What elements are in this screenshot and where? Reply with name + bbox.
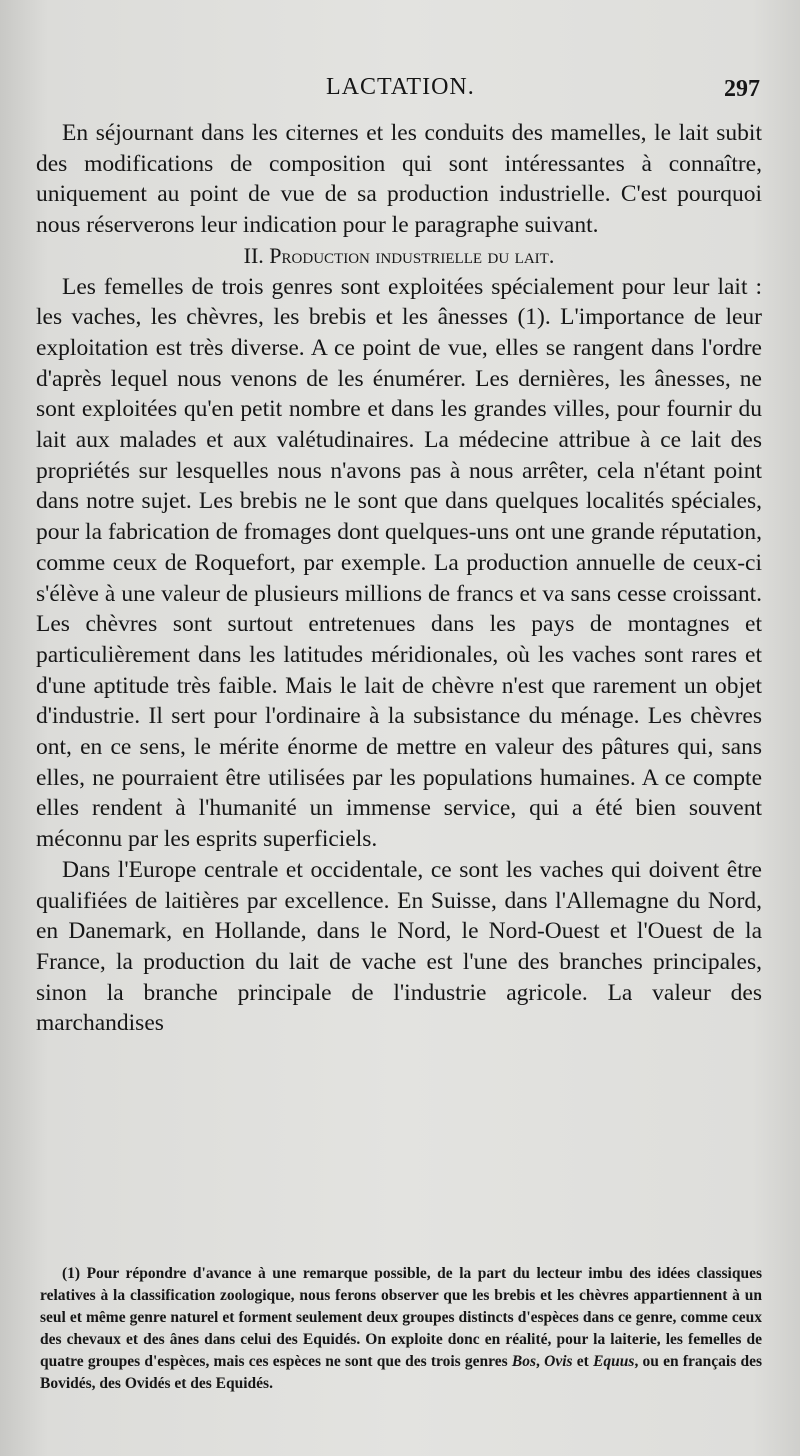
section-heading-text: II. Production industrielle du lait. [243, 242, 555, 268]
page-number: 297 [724, 76, 760, 102]
footnote-text-end: , ou en français des Bovidés, des Ovidés et des Equidés. [40, 1353, 762, 1392]
footnote-text: (1) Pour répondre d'avance à une remarque possible, de la part du lecteur imbu des idées classiques relatives à la classification zoologique, nous ferons observer que les brebis et les chèvres appartiennent à un seul et même genre naturel et forment seulement deux groupes distincts d'espèces dans ce genre, comme ceux des chevaux et des ânes dans celui des Equidés. On exploite donc en réalité, pour la laiterie, les femelles de quatre groupes d'espèces, mais ces espèces ne sont que des trois genres [40, 1265, 762, 1370]
footnote-genus-equus: Equus [593, 1353, 635, 1370]
paragraph-species: Les femelles de trois genres sont exploitées spécialement pour leur lait : les vaches, les chèvres, les brebis et les ânesses (1). L'importance de leur exploitation est très diverse. A ce point de vue, elles se rangent dans l'ordre d'après lequel nous venons de les énumérer. Les dernières, les ânesses, ne sont exploitées qu'en petit nombre et dans les grandes villes, pour fournir du lait aux malades et aux valétudinaires. La médecine attribue à ce lait des propriétés sur lesquelles nous n'avons pas à nous arrêter, cela n'étant point dans notre sujet. Les brebis ne le sont que dans quelques localités spéciales, pour la fabrication de fromages dont quelques-uns ont une grande réputation, comme ceux de Roquefort, par exemple. La production annuelle de ceux-ci s'élève à une valeur de plusieurs millions de francs et va sans cesse croissant. Les chèvres sont surtout entretenues dans les pays de montagnes et particulièrement dans les latitudes méridionales, où les vaches sont rares et d'une aptitude très faible. Mais le lait de chèvre n'est que rarement un objet d'industrie. Il sert pour l'ordinaire à la subsistance du ménage. Les chèvres ont, en ce sens, le mérite énorme de mettre en valeur des pâtures qui, sans elles, ne pourraient être utilisées par les populations humaines. A ce compte elles rendent à l'humanité un immense service, qui a été bien souvent méconnu par les esprits superficiels. [36, 273, 762, 853]
paragraph-intro: En séjournant dans les citernes et les conduits des mamelles, le lait subit des modifications de composition qui sont intéressantes à connaître, uniquement au point de vue de sa production industrielle. C'est pourquoi nous réserverons leur indication pour le paragraphe suivant. [36, 120, 762, 239]
footnote-paragraph [40, 1263, 762, 1395]
footnote [40, 1263, 762, 1395]
running-head [36, 74, 760, 104]
footnote-separator: et [572, 1353, 594, 1370]
body-text [36, 118, 762, 1039]
running-title: LACTATION. [326, 74, 475, 100]
footnote-genus-bos: Bos [511, 1353, 537, 1370]
section-heading [36, 241, 762, 272]
footnote-genus-ovis: Ovis [544, 1353, 573, 1370]
footnote-separator: , [536, 1353, 545, 1370]
paragraph-cows: Dans l'Europe centrale et occidentale, ce sont les vaches qui doivent être qualifiées de laitières par excellence. En Suisse, dans l'Allemagne du Nord, en Danemark, en Hollande, dans le Nord, le Nord-Ouest et l'Ouest de la France, la production du lait de vache est l'une des branches principales, sinon la branche principale de l'industrie agricole. La valeur des marchandises [36, 856, 762, 1037]
